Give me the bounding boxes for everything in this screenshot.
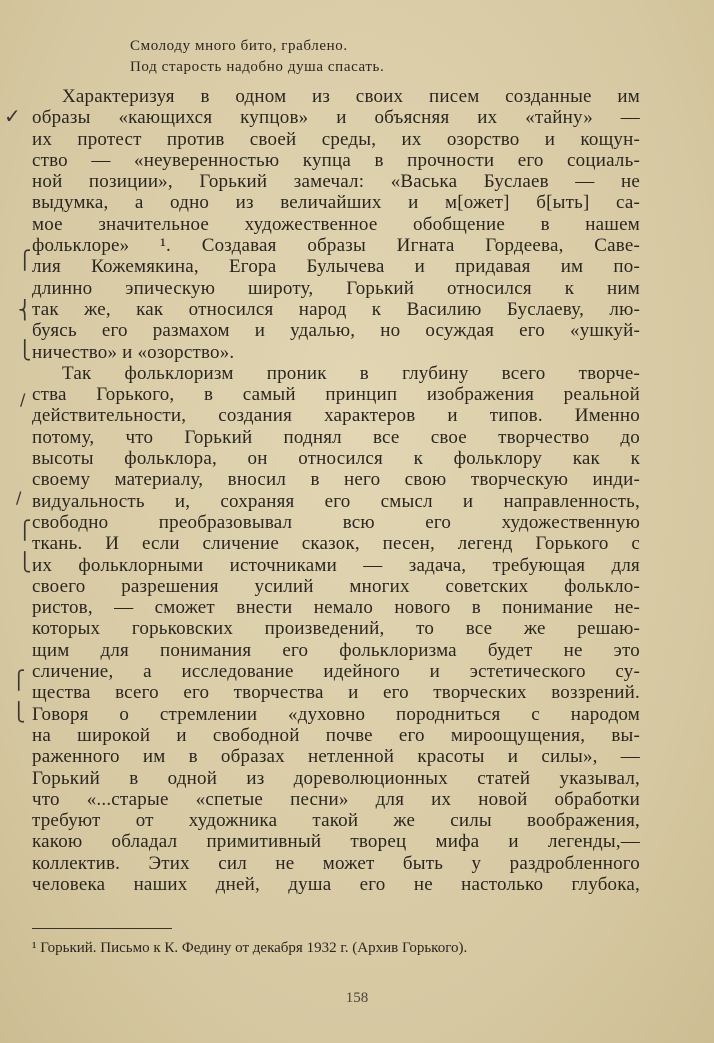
margin-bracket-mark: ⎩	[12, 702, 26, 723]
body-text	[32, 86, 640, 895]
text-line: коллектив. Этих сил не может быть у раздробленного	[32, 852, 640, 874]
text-line: ничество» и «озорство».	[32, 341, 235, 363]
text-line: что «...старые «спетые песни» для их новой обработки	[32, 788, 640, 810]
text-line: Характеризуя в одном из своих писем созданные им	[62, 86, 640, 107]
text-line: буясь его размахом и удалью, но осуждая его «ушкуй-	[32, 320, 640, 342]
text-line: Горький в одной из дореволюционных статей указывал,	[32, 767, 640, 789]
margin-check-mark: ✓	[4, 104, 21, 128]
text-line: действительности, создания характеров и типов. Именно	[32, 405, 640, 427]
text-line: длинно эпическую широту, Горький относился к ним	[32, 277, 640, 299]
epigraph	[130, 36, 550, 78]
text-line: фольклоре» ¹. Создавая образы Игната Гордеева, Саве-	[32, 235, 640, 257]
text-line: какою обладал примитивный творец мифа и легенды,—	[32, 831, 640, 853]
text-line: их протест против своей среды, их озорство и кощун-	[32, 128, 640, 150]
text-line: выдумка, а одно из величайших и м[ожет] б[ыть] са-	[32, 192, 640, 214]
text-line: ной позиции», Горький замечал: «Васька Буслаев — не	[32, 171, 640, 193]
text-line: ство — «неуверенностью купца в прочности его социаль-	[32, 149, 640, 171]
text-line: раженного им в образах нетленной красоты и силы», —	[32, 746, 640, 768]
text-line: мое значительное художественное обобщение в нашем	[32, 213, 640, 235]
text-line: щим для понимания его фольклоризма будет не это	[32, 639, 640, 661]
text-line: на широкой и свободной почве его мироощущения, вы-	[32, 724, 640, 746]
text-line: требуют от художника такой же силы воображения,	[32, 810, 640, 832]
text-line: Так фольклоризм проник в глубину всего творче-	[62, 362, 640, 384]
margin-bracket-mark: ⎧	[18, 250, 32, 271]
footnote-rule	[32, 928, 172, 929]
text-line: которых горьковских произведений, то все же решаю-	[32, 618, 640, 640]
text-line: Говоря о стремлении «духовно породниться с народом	[32, 703, 640, 725]
text-line: видуальность и, сохраняя его смысл и направленность,	[32, 490, 640, 512]
text-line: свободно преобразовывал всю его художественную	[32, 511, 640, 533]
text-line: ства Горького, в самый принцип изображения реальной	[32, 384, 640, 406]
text-line: лия Кожемякина, Егора Булычева и придавая им по-	[32, 256, 640, 278]
margin-bracket-mark: ⎩	[18, 552, 32, 573]
text-line: так же, как относился народ к Василию Буслаеву, лю-	[32, 298, 640, 320]
page-number: 158	[345, 990, 369, 1006]
margin-bracket-mark: ⎧	[12, 670, 26, 691]
text-line: их фольклорными источниками — задача, требующая для	[32, 554, 640, 576]
text-line: своему материалу, вносил в него свою творческую инди-	[32, 469, 640, 491]
text-line: сличение, а исследование идейного и эстетического су-	[32, 661, 640, 683]
margin-slash-mark: /	[16, 488, 22, 507]
epigraph-line: Под старость надобно душа спасать.	[130, 59, 385, 75]
text-line: ткань. И если сличение сказок, песен, легенд Горького с	[32, 533, 640, 555]
margin-bracket-mark: ⎧	[18, 520, 32, 541]
margin-slash-mark: /	[20, 390, 26, 409]
text-line: щества всего его творчества и его творческих воззрений.	[32, 682, 640, 704]
text-line: ристов, — сможет внести немало нового в понимание не-	[32, 597, 640, 619]
margin-bracket-mark: ⎨	[18, 300, 32, 321]
text-line: человека наших дней, душа его не настолько глубока,	[32, 873, 640, 895]
text-line: своего разрешения усилий многих советских фолькло-	[32, 575, 640, 597]
margin-bracket-mark: ⎩	[18, 340, 32, 361]
epigraph-line: Смолоду много бито, граблено.	[130, 38, 348, 54]
text-line: потому, что Горький поднял все свое творчество до	[32, 426, 640, 448]
text-line: высоты фольклора, он относился к фольклору как к	[32, 448, 640, 470]
footnote: ¹ Горький. Письмо к К. Федину от декабря 1932 г. (Архив Горького).	[32, 940, 468, 956]
text-line: образы «кающихся купцов» и объясняя их «тайну» —	[32, 107, 640, 129]
